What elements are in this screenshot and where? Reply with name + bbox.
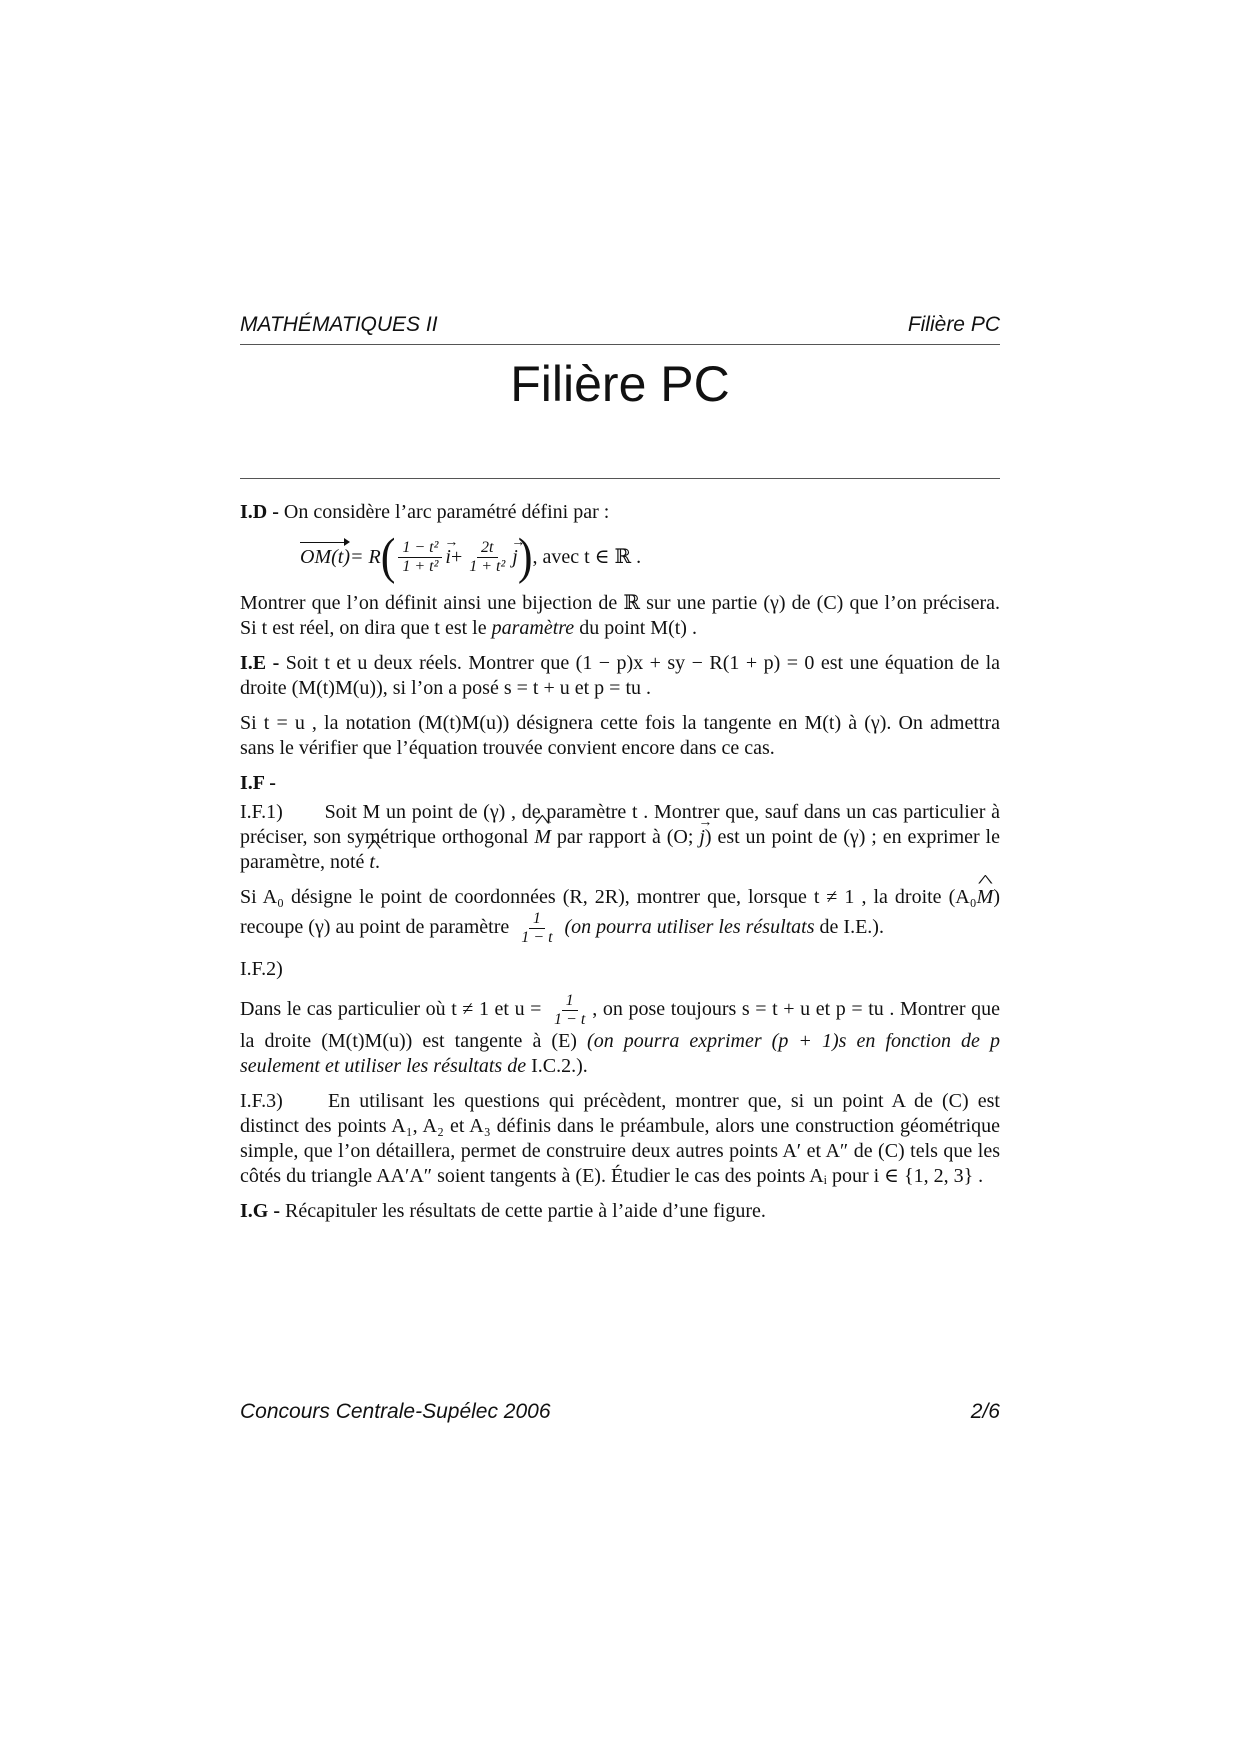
section-ie-p1 bbox=[240, 651, 1000, 701]
emphasis: paramètre bbox=[491, 617, 575, 639]
paragraph-text: Soit M un point de (γ) , de paramètre t . Montrer que, sauf dans un cas particulier à préciser, son symétrique orthogonal bbox=[240, 801, 1000, 848]
section-if1-p2 bbox=[240, 885, 1000, 947]
running-footer bbox=[240, 1400, 1000, 1424]
section-id-intro bbox=[240, 500, 1000, 525]
fraction-denominator: 1 − t bbox=[554, 1011, 586, 1028]
section-ig bbox=[240, 1199, 1000, 1224]
i-vector: → i bbox=[445, 545, 451, 570]
fraction-1-over-1-minus-t bbox=[550, 992, 589, 1029]
fraction-2 bbox=[465, 539, 509, 576]
header-track: Filière PC bbox=[907, 313, 1000, 336]
right-paren: ) bbox=[517, 528, 533, 585]
section-label: I.F - bbox=[240, 772, 276, 794]
left-paren: ( bbox=[380, 528, 396, 585]
section-ie-p2 bbox=[240, 711, 1000, 761]
formula-tail: , avec t ∈ ℝ . bbox=[532, 545, 642, 568]
page bbox=[240, 0, 1000, 1754]
paragraph-text: I.C.2.). bbox=[526, 1055, 588, 1077]
paragraph-text: Si A₀ désigne le point de coordonnées (R, 2R), montrer que, lorsque t ≠ 1 , la droite (A₀ bbox=[240, 886, 977, 908]
paragraph-text: Dans le cas particulier où t ≠ 1 et u = bbox=[240, 998, 548, 1021]
om-vector: OM(t) bbox=[300, 545, 350, 568]
subsection-label: I.F.3) bbox=[240, 1090, 283, 1112]
m-hat: ^ M bbox=[534, 825, 551, 850]
paragraph-text: , on pose toujours s = t + u et p = tu . bbox=[592, 998, 895, 1021]
paragraph-text: Si t = u , la notation (M(t)M(u)) désignera cette fois la tangente en M(t) à (γ). On admettra sans le vérifier que l’équation trouvée convient encore dans ce cas. bbox=[240, 712, 1000, 759]
paragraph-text: ) est un point de (γ) ; en exprimer le paramètre, noté bbox=[240, 826, 1000, 873]
fraction-numerator: 1 − t² bbox=[398, 539, 442, 558]
section-label: I.E - bbox=[240, 652, 280, 674]
text-line: l’on précisera. Si t est réel, on dira que t est le bbox=[240, 592, 1001, 639]
section-if2 bbox=[240, 992, 1000, 1079]
paragraph-text: . bbox=[374, 851, 380, 873]
m-hat: ^ M bbox=[977, 885, 994, 910]
fraction-numerator: 1 bbox=[562, 992, 578, 1011]
section-if2-label bbox=[240, 957, 1000, 982]
running-header bbox=[240, 313, 1000, 337]
j-vector: → j bbox=[512, 545, 518, 570]
fraction-1-over-1-minus-t bbox=[517, 910, 556, 947]
paragraph-text: Récapituler les résultats de cette partie à l’aide d’une figure. bbox=[285, 1200, 766, 1222]
section-id-text bbox=[240, 591, 1000, 641]
emphasis: (on pourra exprimer (p + 1)s en fonction de p seulement et utiliser les résultats de bbox=[240, 1030, 1001, 1077]
parametric-formula bbox=[300, 528, 1000, 585]
paragraph-text: de I.E.). bbox=[814, 916, 884, 939]
paragraph-text: par rapport à (O; bbox=[551, 826, 700, 848]
plus-sign: + bbox=[450, 545, 463, 568]
section-label: I.G - bbox=[240, 1200, 280, 1222]
page-title: Filière PC bbox=[510, 356, 730, 412]
fraction-denominator: 1 + t² bbox=[469, 557, 506, 575]
fraction-denominator: 1 − t bbox=[521, 929, 553, 946]
footer-source: Concours Centrale-Supélec 2006 bbox=[240, 1400, 551, 1423]
fraction-numerator: 2t bbox=[477, 539, 497, 558]
text-line: du point M(t) . bbox=[574, 617, 697, 639]
equals-r: = R bbox=[349, 545, 381, 568]
section-if-heading bbox=[240, 771, 1000, 796]
t-hat: ^ t bbox=[369, 850, 375, 875]
page-number: 2/6 bbox=[970, 1400, 1000, 1423]
emphasis: (on pourra utiliser les résultats bbox=[564, 916, 815, 939]
text-line: Montrer que l’on définit ainsi une bijection de ℝ sur une partie (γ) de (C) que bbox=[240, 592, 879, 614]
subsection-label: I.F.1) bbox=[240, 801, 283, 823]
intro-text: On considère l’arc paramétré défini par : bbox=[283, 501, 610, 523]
j-vector: → j bbox=[699, 825, 705, 850]
fraction-numerator: 1 bbox=[529, 910, 545, 929]
paragraph-text: Montrer que la droite (M(t)M(u)) est tangente à (E) bbox=[240, 998, 1000, 1052]
header-subject: MATHÉMATIQUES II bbox=[240, 313, 438, 336]
section-if3 bbox=[240, 1089, 1000, 1189]
fraction-denominator: 1 + t² bbox=[402, 557, 439, 575]
paragraph-text: En utilisant les questions qui précèdent, montrer que, si un point A de (C) est distinct des points A₁, A₂ et A₃ définis dans le préambule, alors une construction géométrique simple, que l’on détaillera, permet de construire deux autres points A′ et A″ de (C) tels que les côtés du triangle AA′A″ soient tangents à (E). Étudier le cas des points Aᵢ pour i ∈ {1, 2, 3} . bbox=[240, 1090, 1000, 1187]
problem-content bbox=[240, 500, 1000, 1234]
subsection-label: I.F.2) bbox=[240, 958, 283, 980]
section-label: I.D - bbox=[240, 501, 279, 523]
paragraph-text: Soit t et u deux réels. Montrer que (1 − p)x + sy − R(1 + p) = 0 est une équation de la droite (M(t)M(u)), si l’on a posé s = t + u et p = tu . bbox=[240, 652, 1001, 699]
paragraph-text: ) recoupe (γ) au point de paramètre bbox=[240, 886, 1000, 939]
fraction-1 bbox=[398, 539, 442, 576]
title-rule bbox=[240, 478, 1000, 479]
header-rule bbox=[240, 344, 1000, 345]
section-if1 bbox=[240, 800, 1000, 875]
